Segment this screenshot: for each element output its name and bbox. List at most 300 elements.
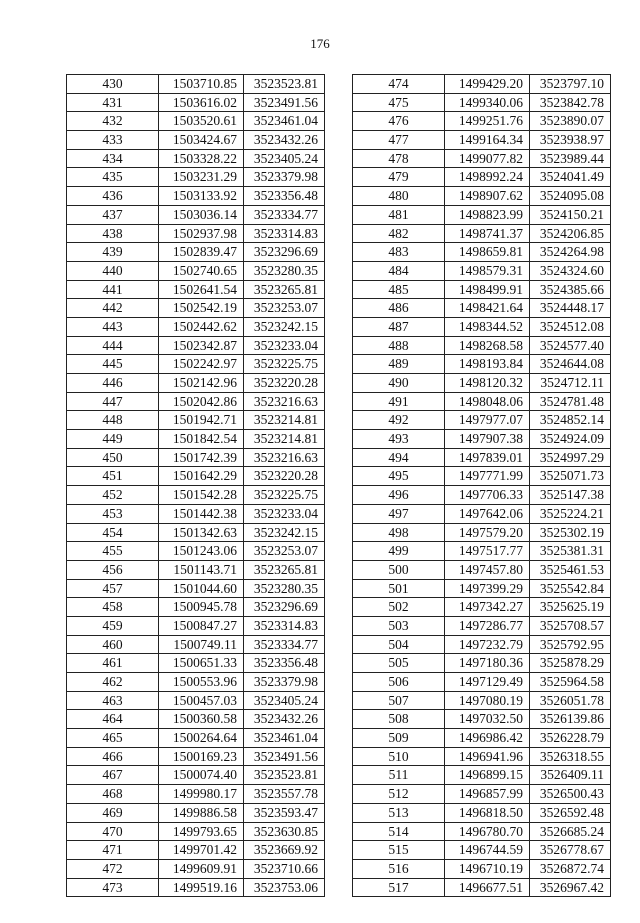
x-coordinate-cell: 1498120.32	[445, 374, 530, 393]
coordinates-table-left	[66, 74, 325, 897]
table-row	[67, 654, 325, 673]
table-row	[353, 187, 611, 206]
point-number-cell: 495	[353, 467, 445, 486]
y-coordinate-cell: 3523432.26	[244, 131, 325, 150]
x-coordinate-cell: 1497517.77	[445, 542, 530, 561]
y-coordinate-cell: 3523938.97	[530, 131, 611, 150]
x-coordinate-cell: 1499429.20	[445, 75, 530, 94]
point-number-cell: 493	[353, 430, 445, 449]
x-coordinate-cell: 1496744.59	[445, 841, 530, 860]
page-number: 176	[310, 36, 330, 51]
table-row	[353, 542, 611, 561]
table-row	[67, 355, 325, 374]
table-row	[67, 710, 325, 729]
x-coordinate-cell: 1497907.38	[445, 430, 530, 449]
table-row	[353, 149, 611, 168]
y-coordinate-cell: 3526228.79	[530, 729, 611, 748]
table-row	[353, 766, 611, 785]
point-number-cell: 477	[353, 131, 445, 150]
x-coordinate-cell: 1500457.03	[159, 691, 244, 710]
x-coordinate-cell: 1497642.06	[445, 504, 530, 523]
table-row	[353, 448, 611, 467]
y-coordinate-cell: 3523253.07	[244, 299, 325, 318]
x-coordinate-cell: 1498344.52	[445, 317, 530, 336]
x-coordinate-cell: 1498421.64	[445, 299, 530, 318]
x-coordinate-cell: 1497457.80	[445, 560, 530, 579]
point-number-cell: 490	[353, 374, 445, 393]
x-coordinate-cell: 1496986.42	[445, 729, 530, 748]
table-row	[67, 131, 325, 150]
table-row	[353, 411, 611, 430]
y-coordinate-cell: 3525224.21	[530, 504, 611, 523]
table-row	[353, 93, 611, 112]
point-number-cell: 484	[353, 261, 445, 280]
y-coordinate-cell: 3525708.57	[530, 616, 611, 635]
point-number-cell: 513	[353, 803, 445, 822]
point-number-cell: 448	[67, 411, 159, 430]
x-coordinate-cell: 1502342.87	[159, 336, 244, 355]
y-coordinate-cell: 3523379.98	[244, 673, 325, 692]
y-coordinate-cell: 3524095.08	[530, 187, 611, 206]
table-row	[353, 878, 611, 897]
x-coordinate-cell: 1497977.07	[445, 411, 530, 430]
y-coordinate-cell: 3524852.14	[530, 411, 611, 430]
point-number-cell: 461	[67, 654, 159, 673]
x-coordinate-cell: 1501642.29	[159, 467, 244, 486]
point-number-cell: 471	[67, 841, 159, 860]
point-number-cell: 516	[353, 859, 445, 878]
point-number-cell: 438	[67, 224, 159, 243]
point-number-cell: 436	[67, 187, 159, 206]
point-number-cell: 440	[67, 261, 159, 280]
y-coordinate-cell: 3523280.35	[244, 579, 325, 598]
table-row	[67, 635, 325, 654]
x-coordinate-cell: 1497342.27	[445, 598, 530, 617]
x-coordinate-cell: 1499980.17	[159, 785, 244, 804]
x-coordinate-cell: 1501542.28	[159, 486, 244, 505]
table-row	[353, 598, 611, 617]
table-row	[67, 766, 325, 785]
point-number-cell: 497	[353, 504, 445, 523]
x-coordinate-cell: 1501742.39	[159, 448, 244, 467]
x-coordinate-cell: 1499701.42	[159, 841, 244, 860]
x-coordinate-cell: 1497839.01	[445, 448, 530, 467]
point-number-cell: 476	[353, 112, 445, 131]
y-coordinate-cell: 3524712.11	[530, 374, 611, 393]
x-coordinate-cell: 1503424.67	[159, 131, 244, 150]
point-number-cell: 485	[353, 280, 445, 299]
x-coordinate-cell: 1499609.91	[159, 859, 244, 878]
x-coordinate-cell: 1502641.54	[159, 280, 244, 299]
table-row	[67, 187, 325, 206]
y-coordinate-cell: 3523405.24	[244, 691, 325, 710]
y-coordinate-cell: 3523797.10	[530, 75, 611, 94]
table-row	[67, 448, 325, 467]
point-number-cell: 433	[67, 131, 159, 150]
table-row	[353, 243, 611, 262]
y-coordinate-cell: 3523265.81	[244, 280, 325, 299]
point-number-cell: 449	[67, 430, 159, 449]
point-number-cell: 492	[353, 411, 445, 430]
x-coordinate-cell: 1502042.86	[159, 392, 244, 411]
x-coordinate-cell: 1501243.06	[159, 542, 244, 561]
point-number-cell: 473	[67, 878, 159, 897]
y-coordinate-cell: 3523461.04	[244, 729, 325, 748]
x-coordinate-cell: 1496818.50	[445, 803, 530, 822]
y-coordinate-cell: 3523225.75	[244, 355, 325, 374]
table-row	[353, 523, 611, 542]
y-coordinate-cell: 3525792.95	[530, 635, 611, 654]
point-number-cell: 502	[353, 598, 445, 617]
x-coordinate-cell: 1502740.65	[159, 261, 244, 280]
y-coordinate-cell: 3523334.77	[244, 205, 325, 224]
x-coordinate-cell: 1499793.65	[159, 822, 244, 841]
y-coordinate-cell: 3523753.06	[244, 878, 325, 897]
point-number-cell: 464	[67, 710, 159, 729]
table-row	[67, 411, 325, 430]
y-coordinate-cell: 3524385.66	[530, 280, 611, 299]
table-row	[67, 430, 325, 449]
table-row	[67, 205, 325, 224]
y-coordinate-cell: 3523216.63	[244, 392, 325, 411]
y-coordinate-cell: 3523334.77	[244, 635, 325, 654]
coordinates-table-right-body	[353, 75, 611, 897]
y-coordinate-cell: 3523265.81	[244, 560, 325, 579]
table-row	[67, 729, 325, 748]
point-number-cell: 453	[67, 504, 159, 523]
table-row	[67, 336, 325, 355]
table-row	[353, 504, 611, 523]
point-number-cell: 460	[67, 635, 159, 654]
x-coordinate-cell: 1496941.96	[445, 747, 530, 766]
y-coordinate-cell: 3526139.86	[530, 710, 611, 729]
table-row	[67, 859, 325, 878]
point-number-cell: 515	[353, 841, 445, 860]
point-number-cell: 512	[353, 785, 445, 804]
x-coordinate-cell: 1496899.15	[445, 766, 530, 785]
x-coordinate-cell: 1497080.19	[445, 691, 530, 710]
x-coordinate-cell: 1503520.61	[159, 112, 244, 131]
x-coordinate-cell: 1499077.82	[445, 149, 530, 168]
y-coordinate-cell: 3523461.04	[244, 112, 325, 131]
y-coordinate-cell: 3524324.60	[530, 261, 611, 280]
y-coordinate-cell: 3523630.85	[244, 822, 325, 841]
point-number-cell: 468	[67, 785, 159, 804]
x-coordinate-cell: 1499340.06	[445, 93, 530, 112]
point-number-cell: 491	[353, 392, 445, 411]
table-row	[353, 785, 611, 804]
point-number-cell: 437	[67, 205, 159, 224]
table-row	[353, 579, 611, 598]
point-number-cell: 458	[67, 598, 159, 617]
x-coordinate-cell: 1499519.16	[159, 878, 244, 897]
point-number-cell: 446	[67, 374, 159, 393]
table-row	[353, 355, 611, 374]
point-number-cell: 517	[353, 878, 445, 897]
y-coordinate-cell: 3523296.69	[244, 598, 325, 617]
point-number-cell: 467	[67, 766, 159, 785]
x-coordinate-cell: 1498823.99	[445, 205, 530, 224]
x-coordinate-cell: 1502839.47	[159, 243, 244, 262]
point-number-cell: 510	[353, 747, 445, 766]
point-number-cell: 465	[67, 729, 159, 748]
x-coordinate-cell: 1498741.37	[445, 224, 530, 243]
x-coordinate-cell: 1502937.98	[159, 224, 244, 243]
x-coordinate-cell: 1503036.14	[159, 205, 244, 224]
point-number-cell: 494	[353, 448, 445, 467]
table-row	[353, 560, 611, 579]
x-coordinate-cell: 1496710.19	[445, 859, 530, 878]
point-number-cell: 501	[353, 579, 445, 598]
table-row	[353, 841, 611, 860]
point-number-cell: 478	[353, 149, 445, 168]
table-row	[353, 317, 611, 336]
table-row	[67, 598, 325, 617]
x-coordinate-cell: 1499886.58	[159, 803, 244, 822]
x-coordinate-cell: 1501342.63	[159, 523, 244, 542]
table-row	[353, 280, 611, 299]
point-number-cell: 514	[353, 822, 445, 841]
x-coordinate-cell: 1498048.06	[445, 392, 530, 411]
table-row	[353, 729, 611, 748]
table-row	[353, 205, 611, 224]
x-coordinate-cell: 1501942.71	[159, 411, 244, 430]
point-number-cell: 452	[67, 486, 159, 505]
y-coordinate-cell: 3523233.04	[244, 504, 325, 523]
y-coordinate-cell: 3525302.19	[530, 523, 611, 542]
table-row	[67, 579, 325, 598]
table-row	[67, 878, 325, 897]
x-coordinate-cell: 1498659.81	[445, 243, 530, 262]
table-row	[67, 785, 325, 804]
y-coordinate-cell: 3526872.74	[530, 859, 611, 878]
x-coordinate-cell: 1497129.49	[445, 673, 530, 692]
point-number-cell: 489	[353, 355, 445, 374]
x-coordinate-cell: 1502242.97	[159, 355, 244, 374]
point-number-cell: 474	[353, 75, 445, 94]
y-coordinate-cell: 3523242.15	[244, 523, 325, 542]
y-coordinate-cell: 3526409.11	[530, 766, 611, 785]
table-row	[353, 486, 611, 505]
coordinates-table-left-body	[67, 75, 325, 897]
point-number-cell: 456	[67, 560, 159, 579]
y-coordinate-cell: 3525071.73	[530, 467, 611, 486]
point-number-cell: 466	[67, 747, 159, 766]
point-number-cell: 500	[353, 560, 445, 579]
x-coordinate-cell: 1500169.23	[159, 747, 244, 766]
table-row	[353, 635, 611, 654]
y-coordinate-cell: 3526500.43	[530, 785, 611, 804]
point-number-cell: 503	[353, 616, 445, 635]
x-coordinate-cell: 1502442.62	[159, 317, 244, 336]
x-coordinate-cell: 1496780.70	[445, 822, 530, 841]
point-number-cell: 479	[353, 168, 445, 187]
x-coordinate-cell: 1503710.85	[159, 75, 244, 94]
table-row	[353, 261, 611, 280]
x-coordinate-cell: 1502142.96	[159, 374, 244, 393]
table-row	[67, 224, 325, 243]
y-coordinate-cell: 3523989.44	[530, 149, 611, 168]
x-coordinate-cell: 1501044.60	[159, 579, 244, 598]
point-number-cell: 430	[67, 75, 159, 94]
x-coordinate-cell: 1497180.36	[445, 654, 530, 673]
table-row	[67, 822, 325, 841]
y-coordinate-cell: 3526318.55	[530, 747, 611, 766]
x-coordinate-cell: 1503231.29	[159, 168, 244, 187]
point-number-cell: 454	[67, 523, 159, 542]
y-coordinate-cell: 3523242.15	[244, 317, 325, 336]
table-row	[353, 75, 611, 94]
point-number-cell: 451	[67, 467, 159, 486]
x-coordinate-cell: 1500847.27	[159, 616, 244, 635]
table-row	[353, 224, 611, 243]
x-coordinate-cell: 1497399.29	[445, 579, 530, 598]
coordinates-table-right	[352, 74, 611, 897]
y-coordinate-cell: 3523523.81	[244, 766, 325, 785]
y-coordinate-cell: 3523710.66	[244, 859, 325, 878]
point-number-cell: 511	[353, 766, 445, 785]
x-coordinate-cell: 1500945.78	[159, 598, 244, 617]
y-coordinate-cell: 3524577.40	[530, 336, 611, 355]
y-coordinate-cell: 3523314.83	[244, 224, 325, 243]
y-coordinate-cell: 3525461.53	[530, 560, 611, 579]
x-coordinate-cell: 1496677.51	[445, 878, 530, 897]
y-coordinate-cell: 3523220.28	[244, 374, 325, 393]
y-coordinate-cell: 3523233.04	[244, 336, 325, 355]
point-number-cell: 463	[67, 691, 159, 710]
x-coordinate-cell: 1497579.20	[445, 523, 530, 542]
table-row	[353, 299, 611, 318]
point-number-cell: 475	[353, 93, 445, 112]
table-row	[353, 747, 611, 766]
y-coordinate-cell: 3524997.29	[530, 448, 611, 467]
x-coordinate-cell: 1502542.19	[159, 299, 244, 318]
point-number-cell: 444	[67, 336, 159, 355]
point-number-cell: 507	[353, 691, 445, 710]
y-coordinate-cell: 3523214.81	[244, 430, 325, 449]
y-coordinate-cell: 3523356.48	[244, 654, 325, 673]
x-coordinate-cell: 1498268.58	[445, 336, 530, 355]
table-row	[353, 803, 611, 822]
x-coordinate-cell: 1498499.91	[445, 280, 530, 299]
point-number-cell: 447	[67, 392, 159, 411]
table-row	[67, 560, 325, 579]
y-coordinate-cell: 3523220.28	[244, 467, 325, 486]
point-number-cell: 487	[353, 317, 445, 336]
point-number-cell: 472	[67, 859, 159, 878]
table-row	[67, 93, 325, 112]
y-coordinate-cell: 3523253.07	[244, 542, 325, 561]
table-row	[67, 504, 325, 523]
table-row	[353, 112, 611, 131]
y-coordinate-cell: 3525542.84	[530, 579, 611, 598]
x-coordinate-cell: 1499251.76	[445, 112, 530, 131]
table-row	[67, 75, 325, 94]
table-row	[67, 299, 325, 318]
table-row	[67, 374, 325, 393]
point-number-cell: 432	[67, 112, 159, 131]
y-coordinate-cell: 3523593.47	[244, 803, 325, 822]
point-number-cell: 470	[67, 822, 159, 841]
table-row	[67, 691, 325, 710]
x-coordinate-cell: 1498907.62	[445, 187, 530, 206]
point-number-cell: 450	[67, 448, 159, 467]
table-row	[67, 747, 325, 766]
point-number-cell: 443	[67, 317, 159, 336]
table-row	[353, 392, 611, 411]
x-coordinate-cell: 1500749.11	[159, 635, 244, 654]
x-coordinate-cell: 1498992.24	[445, 168, 530, 187]
y-coordinate-cell: 3523314.83	[244, 616, 325, 635]
point-number-cell: 486	[353, 299, 445, 318]
y-coordinate-cell: 3525625.19	[530, 598, 611, 617]
x-coordinate-cell: 1500074.40	[159, 766, 244, 785]
y-coordinate-cell: 3524264.98	[530, 243, 611, 262]
table-row	[67, 803, 325, 822]
y-coordinate-cell: 3525147.38	[530, 486, 611, 505]
table-row	[67, 168, 325, 187]
y-coordinate-cell: 3524644.08	[530, 355, 611, 374]
x-coordinate-cell: 1501842.54	[159, 430, 244, 449]
point-number-cell: 434	[67, 149, 159, 168]
table-row	[67, 280, 325, 299]
y-coordinate-cell: 3524041.49	[530, 168, 611, 187]
x-coordinate-cell: 1499164.34	[445, 131, 530, 150]
y-coordinate-cell: 3526592.48	[530, 803, 611, 822]
table-row	[67, 149, 325, 168]
y-coordinate-cell: 3524781.48	[530, 392, 611, 411]
table-row	[353, 430, 611, 449]
point-number-cell: 462	[67, 673, 159, 692]
table-row	[67, 673, 325, 692]
point-number-cell: 439	[67, 243, 159, 262]
table-row	[67, 112, 325, 131]
point-number-cell: 506	[353, 673, 445, 692]
x-coordinate-cell: 1498579.31	[445, 261, 530, 280]
y-coordinate-cell: 3523405.24	[244, 149, 325, 168]
y-coordinate-cell: 3523280.35	[244, 261, 325, 280]
point-number-cell: 435	[67, 168, 159, 187]
y-coordinate-cell: 3523557.78	[244, 785, 325, 804]
x-coordinate-cell: 1500360.58	[159, 710, 244, 729]
y-coordinate-cell: 3523216.63	[244, 448, 325, 467]
y-coordinate-cell: 3524206.85	[530, 224, 611, 243]
x-coordinate-cell: 1497232.79	[445, 635, 530, 654]
table-row	[67, 841, 325, 860]
y-coordinate-cell: 3523669.92	[244, 841, 325, 860]
point-number-cell: 498	[353, 523, 445, 542]
point-number-cell: 508	[353, 710, 445, 729]
table-row	[353, 131, 611, 150]
y-coordinate-cell: 3523379.98	[244, 168, 325, 187]
table-row	[353, 859, 611, 878]
y-coordinate-cell: 3524448.17	[530, 299, 611, 318]
point-number-cell: 480	[353, 187, 445, 206]
table-row	[67, 542, 325, 561]
y-coordinate-cell: 3523214.81	[244, 411, 325, 430]
y-coordinate-cell: 3523491.56	[244, 747, 325, 766]
y-coordinate-cell: 3523296.69	[244, 243, 325, 262]
point-number-cell: 459	[67, 616, 159, 635]
point-number-cell: 505	[353, 654, 445, 673]
y-coordinate-cell: 3525381.31	[530, 542, 611, 561]
x-coordinate-cell: 1497771.99	[445, 467, 530, 486]
point-number-cell: 442	[67, 299, 159, 318]
point-number-cell: 509	[353, 729, 445, 748]
y-coordinate-cell: 3526051.78	[530, 691, 611, 710]
y-coordinate-cell: 3523842.78	[530, 93, 611, 112]
x-coordinate-cell: 1500553.96	[159, 673, 244, 692]
